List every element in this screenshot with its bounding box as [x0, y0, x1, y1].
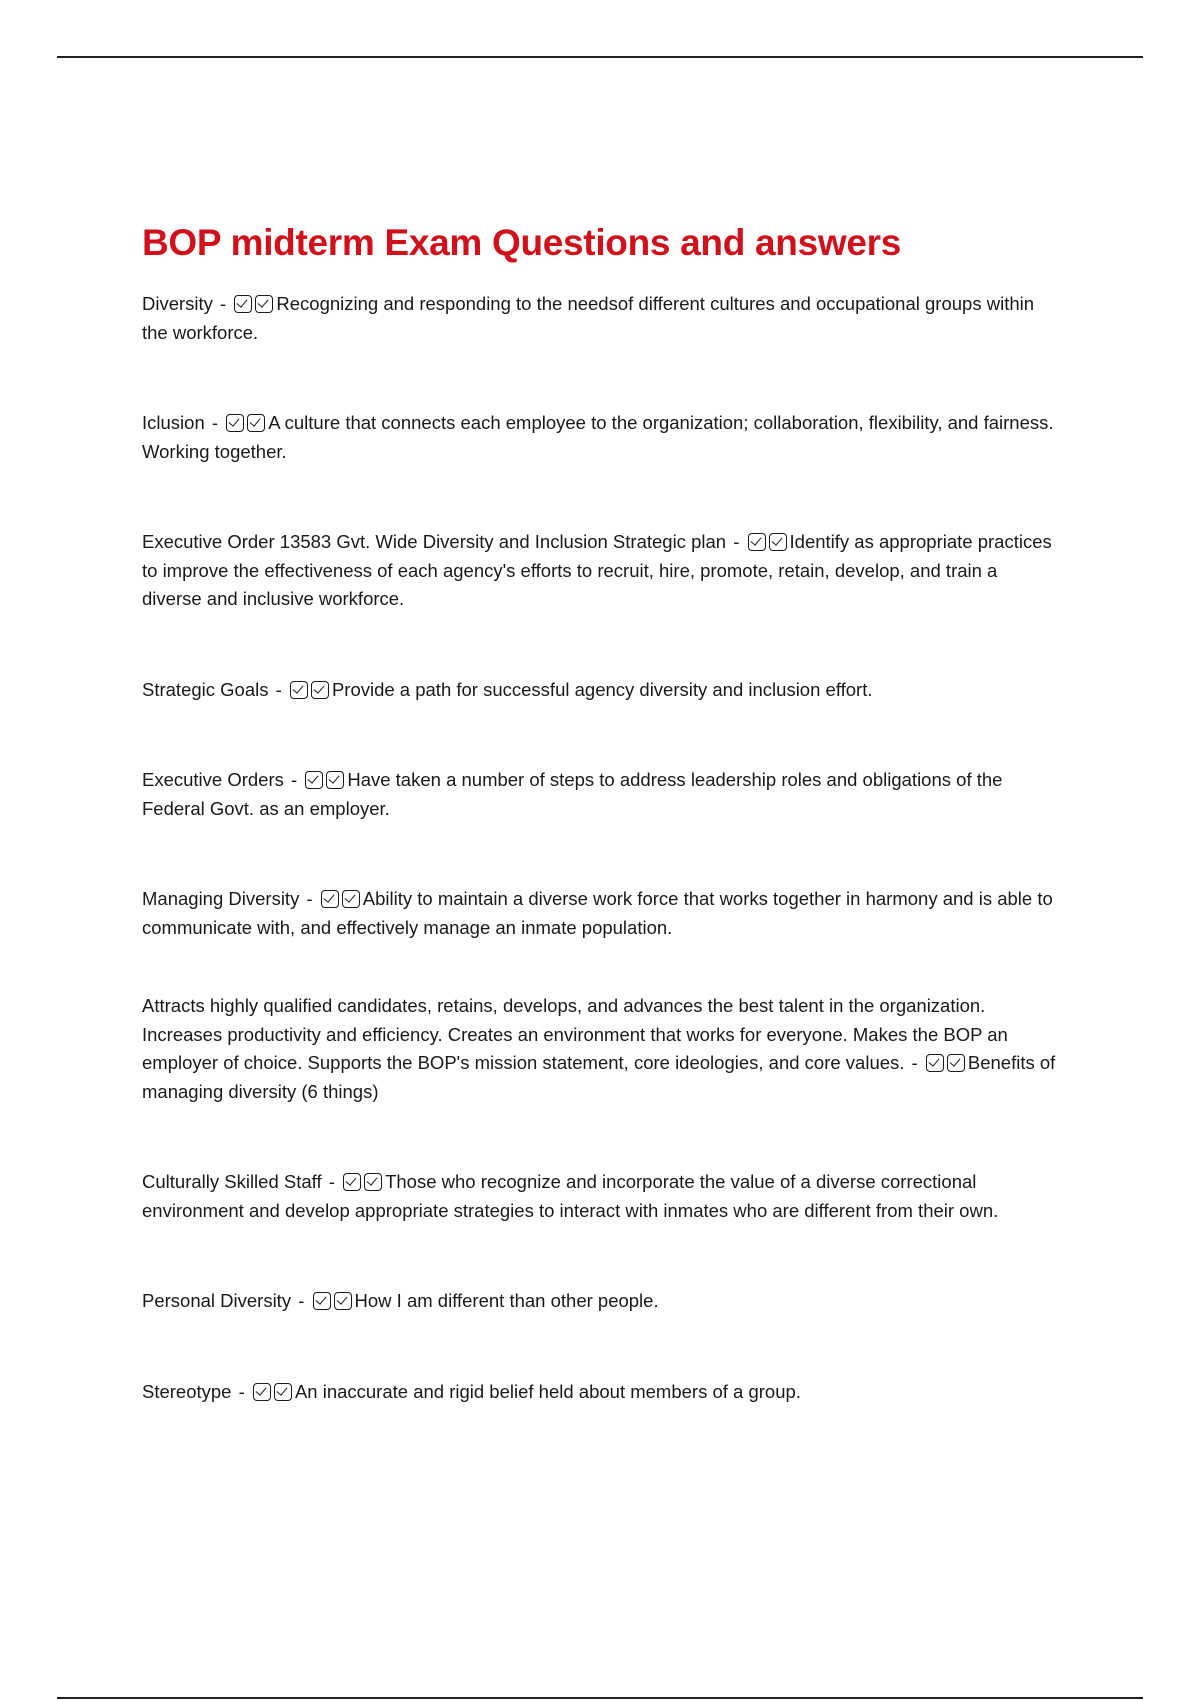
entry-separator: - — [301, 888, 313, 909]
checkbox-checked-icon — [226, 414, 244, 432]
entry-answer: Benefits of managing diversity (6 things) — [142, 1052, 1056, 1102]
entry-separator: - — [293, 1290, 305, 1311]
checkbox-checked-icon — [234, 295, 252, 313]
check-pair — [226, 412, 268, 433]
checkbox-checked-icon — [334, 1292, 352, 1310]
check-pair — [253, 1381, 295, 1402]
entry-term: Attracts highly qualified candidates, retains, develops, and advances the best talent in the organization. Increases productivity and efficiency. Creates an environment that works for everyone. Makes the BOP an employer of choice. Supports the BOP's mission statement, core ideologies, and core values. — [142, 995, 1008, 1073]
checkbox-checked-icon — [255, 295, 273, 313]
checkbox-checked-icon — [748, 533, 766, 551]
checkbox-checked-icon — [343, 1173, 361, 1191]
check-pair — [748, 531, 790, 552]
checkbox-checked-icon — [342, 890, 360, 908]
entry-term: Executive Order 13583 Gvt. Wide Diversity and Inclusion Strategic plan — [142, 531, 727, 552]
entry-answer: Those who recognize and incorporate the value of a diverse correctional environment and develop appropriate strategies to interact with inmates who are different from their own. — [142, 1171, 999, 1221]
entry-separator: - — [285, 769, 298, 790]
entry-executive-order-13583 — [142, 528, 1062, 614]
checkbox-checked-icon — [311, 681, 329, 699]
checkbox-checked-icon — [326, 771, 344, 789]
checkbox-checked-icon — [321, 890, 339, 908]
check-pair — [234, 293, 276, 314]
entry-term: Culturally Skilled Staff — [142, 1171, 322, 1192]
checkbox-checked-icon — [305, 771, 323, 789]
entry-separator: - — [728, 531, 740, 552]
entry-answer: How I am different than other people. — [354, 1290, 659, 1311]
check-pair — [305, 769, 347, 790]
entry-term: Diversity — [142, 293, 213, 314]
entry-separator: - — [906, 1052, 918, 1073]
bottom-rule — [57, 1697, 1143, 1699]
entry-managing-diversity — [142, 885, 1062, 942]
check-pair — [321, 888, 363, 909]
entry-culturally-skilled-staff — [142, 1168, 1062, 1225]
document-body — [142, 218, 1062, 1406]
entry-term: Iclusion — [142, 412, 205, 433]
check-pair — [343, 1171, 385, 1192]
entry-inclusion — [142, 409, 1062, 466]
checkbox-checked-icon — [769, 533, 787, 551]
entry-term: Strategic Goals — [142, 678, 269, 700]
entry-answer: Ability to maintain a diverse work force that works together in harmony and is able to communicate with, and effectively manage an inmate population. — [142, 888, 1053, 938]
entry-strategic-goals — [142, 676, 1062, 705]
entry-answer: Recognizing and responding to the needsof different cultures and occupational groups within the workforce. — [142, 293, 1035, 343]
entry-benefits-managing-diversity — [142, 992, 1062, 1106]
entry-personal-diversity — [142, 1287, 1062, 1316]
check-pair — [926, 1052, 968, 1073]
entry-answer: An inaccurate and rigid belief held about members of a group. — [294, 1380, 801, 1402]
entry-answer: A culture that connects each employee to the organization; collaboration, flexibility, and fairness. Working together. — [142, 412, 1054, 462]
entry-separator: - — [214, 293, 227, 314]
entry-separator: - — [270, 678, 282, 700]
entry-answer: Provide a path for successful agency diversity and inclusion effort. — [331, 678, 873, 700]
entry-separator: - — [206, 412, 219, 433]
checkbox-checked-icon — [313, 1292, 331, 1310]
checkbox-checked-icon — [926, 1054, 944, 1072]
checkbox-checked-icon — [290, 681, 308, 699]
checkbox-checked-icon — [247, 414, 265, 432]
checkbox-checked-icon — [253, 1383, 271, 1401]
checkbox-checked-icon — [364, 1173, 382, 1191]
document-title: BOP midterm Exam Questions and answers — [142, 222, 902, 263]
check-pair — [313, 1290, 355, 1311]
checkbox-checked-icon — [947, 1054, 965, 1072]
entry-answer: Have taken a number of steps to address leadership roles and obligations of the Federal Govt. as an employer. — [142, 769, 1003, 819]
checkbox-checked-icon — [274, 1383, 292, 1401]
entry-executive-orders — [142, 766, 1062, 823]
entry-diversity — [142, 290, 1062, 347]
entry-term: Stereotype — [142, 1380, 232, 1402]
entry-stereotype — [142, 1378, 1062, 1407]
entry-term: Executive Orders — [142, 769, 284, 790]
entry-separator: - — [323, 1171, 335, 1192]
check-pair — [290, 679, 332, 700]
entry-separator: - — [233, 1380, 245, 1402]
entry-term: Personal Diversity — [142, 1290, 292, 1311]
entry-term: Managing Diversity — [142, 888, 300, 909]
entry-answer: Identify as appropriate practices to improve the effectiveness of each agency's efforts to recruit, hire, promote, retain, develop, and train a diverse and inclusive workforce. — [142, 531, 1052, 609]
top-rule — [57, 56, 1143, 58]
